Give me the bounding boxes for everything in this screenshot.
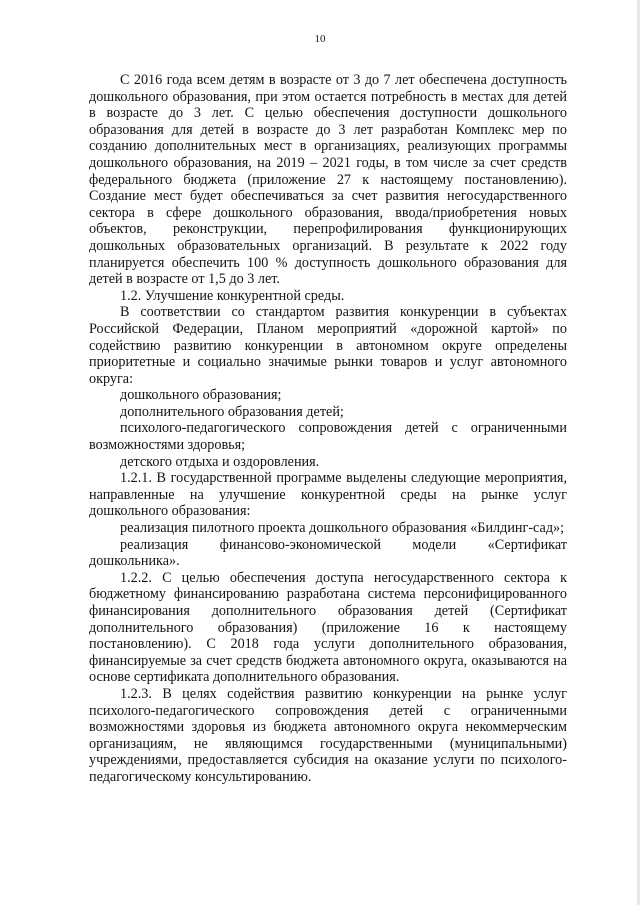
list-item-building-sad: реализация пилотного проекта дошкольного образования «Билдинг-сад»;: [120, 520, 565, 537]
list-item-psych-support: психолого-педагогического сопровождения детей с ограниченными возможностями здоровья;: [89, 420, 567, 454]
list-item-certificate: реализация финансово-экономической модели «Сертификат дошкольника».: [89, 536, 567, 570]
paragraph-1-2-3: 1.2.3. В целях содействия развитию конкуренции на рынке услуг психолого-педагогического сопровождения детей с ограниченными возможностями здоровья из бюджета автономного округа некоммерческим организациям, не являющимся государственными (муниципальными) учреждениями, предоставляется субсидия на оказание услуги по психолого-педагогическому консультированию.: [89, 685, 567, 785]
paragraph-preschool-access: С 2016 года всем детям в возрасте от 3 до 7 лет обеспечена доступность дошкольного образования, при этом остается потребность в местах для детей в возрасте до 3 лет. С целью обеспечения доступности дошкольного образования для детей в возрасте до 3 лет разработан Комплекс мер по созданию дополнительных мест в организациях, реализующих программы дошкольного образования, на 2019 – 2021 годы, в том числе за счет средств федерального бюджета (приложение 27 к настоящему постановлению). Создание мест будет обеспечиваться за счет развития негосударственного сектора в сфере дошкольного образования, ввода/приобретения новых объектов, реконструкции, перепрофилирования функционирующих дошкольных образовательных организаций. В результате к 2022 году планируется обеспечить 100 % доступность дошкольного образования для детей в возрасте от 1,5 до 3 лет.: [89, 72, 567, 288]
paragraph-1-2-1: 1.2.1. В государственной программе выделены следующие мероприятия, направленные на улучшение конкурентной среды на рынке услуг дошкольного образования:: [89, 470, 567, 520]
list-item-preschool: дошкольного образования;: [120, 387, 282, 404]
page-number: 10: [314, 33, 326, 45]
section-heading-competition: 1.2. Улучшение конкурентной среды.: [120, 287, 345, 304]
list-item-recreation: детского отдыха и оздоровления.: [120, 453, 320, 470]
paragraph-competition-standard: В соответствии со стандартом развития конкуренции в субъектах Российской Федерации, Планом мероприятий «дорожной картой» по содействию развитию конкуренции в автономном округе определены приоритетные и социально значимые рынки товаров и услуг автономного округа:: [89, 304, 567, 387]
paragraph-1-2-2: 1.2.2. С целью обеспечения доступа негосударственного сектора к бюджетному финансированию разработана система персонифицированного финансирования дополнительного образования детей (Сертификат дополнительного образования) (приложение 16 к настоящему постановлению). С 2018 года услуги дополнительного образования, финансируемые за счет средств бюджета автономного округа, оказываются на основе сертификата дополнительного образования.: [89, 569, 567, 686]
document-body: [89, 72, 567, 786]
list-item-additional-education: дополнительного образования детей;: [120, 403, 344, 420]
